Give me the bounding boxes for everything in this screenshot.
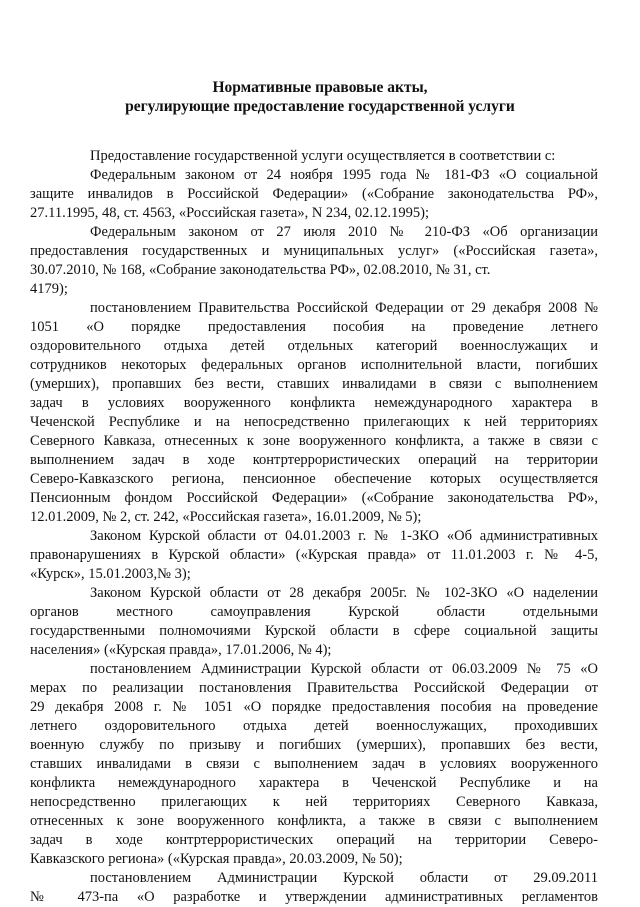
document-line: Законом Курской области от 28 декабря 2005г. № 102-ЗКО «О наделении bbox=[90, 585, 598, 601]
document-line: защите инвалидов в Российской Федерации» («Собрание законодательства РФ», bbox=[30, 186, 598, 202]
document-line: ставших инвалидами в связи с выполнением задач в условиях вооруженного bbox=[30, 756, 598, 772]
document-line: задач в ходе контртеррористических операций на территории Северо- bbox=[30, 832, 598, 848]
document-line: летнего оздоровительного отдыха детей военнослужащих, проходивших bbox=[30, 718, 598, 734]
document-line: 1051 «О порядке предоставления пособия на проведение летнего bbox=[30, 319, 598, 335]
document-line: Пенсионным фондом Российской Федерации» («Собрание законодательства РФ», bbox=[30, 490, 598, 506]
document-line: «Курск», 15.01.2003,№ 3); bbox=[30, 566, 191, 582]
document-line: предоставления государственных и муниципальных услуг» («Российская газета», bbox=[30, 243, 598, 259]
document-line: правонарушениях в Курской области» («Курская правда» от 11.01.2003 г. № 4-5, bbox=[30, 547, 598, 563]
document-line: мерах по реализации постановления Правительства Российской Федерации от bbox=[30, 680, 598, 696]
document-line: оздоровительного отдыха детей отдельных категорий военнослужащих и bbox=[30, 338, 598, 354]
document-line: задач в условиях вооруженного конфликта немеждународного характера в bbox=[30, 395, 598, 411]
document-title-line-1: Нормативные правовые акты, bbox=[212, 79, 428, 96]
document-line: 27.11.1995, 48, ст. 4563, «Российская газета», N 234, 02.12.1995); bbox=[30, 205, 430, 221]
document-line: Предоставление государственной услуги осуществляется в соответствии с: bbox=[90, 148, 556, 164]
document-line: 30.07.2010, № 168, «Собрание законодательства РФ», 02.08.2010, № 31, ст. bbox=[30, 262, 491, 278]
document-line: Федеральным законом от 27 июля 2010 № 210-ФЗ «Об организации bbox=[90, 224, 598, 240]
document-line: Законом Курской области от 04.01.2003 г. № 1-ЗКО «Об административных bbox=[90, 528, 598, 544]
document-line: Федеральным законом от 24 ноября 1995 года № 181-ФЗ «О социальной bbox=[90, 167, 598, 183]
document-line: Северо-Кавказского региона, пенсионное обеспечение которых осуществляется bbox=[30, 471, 598, 487]
document-line: конфликта немеждународного характера в Чеченской Республике и на bbox=[30, 775, 598, 791]
document-line: 12.01.2009, № 2, ст. 242, «Российская газета», 16.01.2009, № 5); bbox=[30, 509, 422, 525]
document-line: постановлением Правительства Российской Федерации от 29 декабря 2008 № bbox=[90, 300, 598, 316]
document-line: № 473-па «О разработке и утверждении административных регламентов bbox=[30, 889, 598, 905]
document-line: постановлением Администрации Курской области от 29.09.2011 bbox=[90, 870, 598, 886]
document-line: непосредственно прилегающих к ней территориях Северного Кавказа, bbox=[30, 794, 598, 810]
document-line: 4179); bbox=[30, 281, 68, 297]
document-line: 29 декабря 2008 г. № 1051 «О порядке предоставления пособия на проведение bbox=[30, 699, 598, 715]
document-line: Кавказского региона» («Курская правда», 20.03.2009, № 50); bbox=[30, 851, 403, 867]
document-body bbox=[30, 147, 598, 907]
document-line: органов местного самоуправления Курской области отдельными bbox=[30, 604, 598, 620]
document-title-line-2: регулирующие предоставление государственной услуги bbox=[125, 98, 515, 115]
document-line: Чеченской Республике и на непосредственно прилегающих к ней территориях bbox=[30, 414, 598, 430]
document-line: Северного Кавказа, отнесенных к зоне вооруженного конфликта, а также в связи с bbox=[30, 433, 598, 449]
document-line: постановлением Администрации Курской области от 06.03.2009 № 75 «О bbox=[90, 661, 598, 677]
document-line: населения» («Курская правда», 17.01.2006, № 4); bbox=[30, 642, 332, 658]
document-line: (умерших), пропавших без вести, ставших инвалидами в связи с выполнением bbox=[30, 376, 598, 392]
document-line: выполнением задач в ходе контртеррористических операций на территории bbox=[30, 452, 598, 468]
document-line: отнесенных к зоне вооруженного конфликта, а также в связи с выполнением bbox=[30, 813, 598, 829]
document-line: сотрудников некоторых федеральных органов исполнительной власти, погибших bbox=[30, 357, 598, 373]
document-line: государственными полномочиями Курской области в сфере социальной защиты bbox=[30, 623, 598, 639]
document-line: военную службу по призыву и погибших (умерших), пропавших без вести, bbox=[30, 737, 598, 753]
